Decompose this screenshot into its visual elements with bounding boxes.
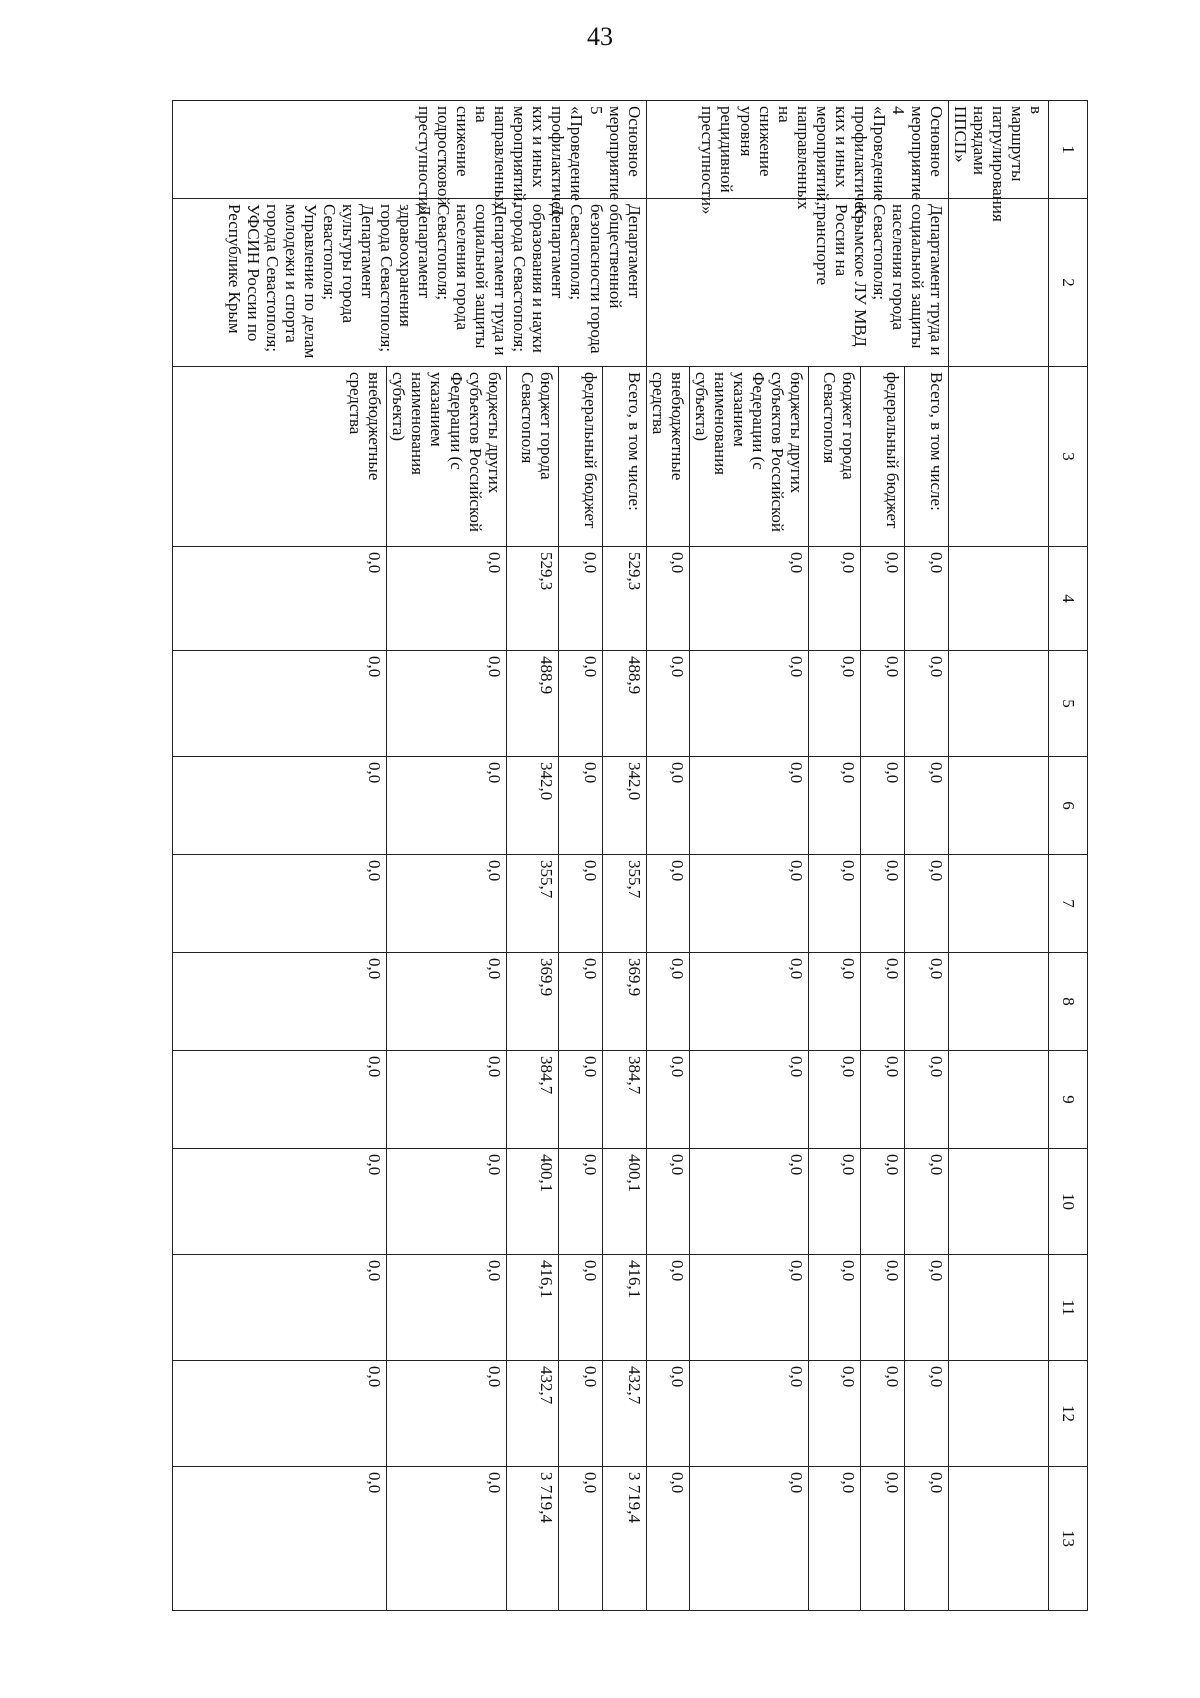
value-cell: 384,7 [602, 1051, 646, 1149]
value-cell: 0,0 [558, 1255, 602, 1361]
value-cell: 0,0 [387, 1467, 506, 1611]
value-cell: 0,0 [689, 855, 808, 953]
funding-source-cell: бюджет города Севастополя [506, 367, 558, 547]
value-cell: 0,0 [860, 1467, 904, 1611]
funding-source-cell: внебюджетные средства [646, 367, 689, 547]
value-cell: 0,0 [860, 1255, 904, 1361]
value-cell: 0,0 [860, 953, 904, 1051]
value-cell: 0,0 [808, 1255, 860, 1361]
value-cell: 0,0 [808, 1467, 860, 1611]
value-cell: 0,0 [904, 1149, 948, 1255]
group-4 [646, 101, 948, 1611]
page-number: 43 [587, 22, 613, 51]
value-cell: 0,0 [558, 1361, 602, 1467]
value-cell: 0,0 [173, 651, 387, 757]
value-cell: 488,9 [602, 651, 646, 757]
value-cell: 0,0 [860, 757, 904, 855]
value-cell: 0,0 [904, 1467, 948, 1611]
value-cell: 0,0 [646, 953, 689, 1051]
funding-source-cell: федеральный бюджет [558, 367, 602, 547]
value-cell: 0,0 [689, 547, 808, 651]
value-cell: 369,9 [506, 953, 558, 1051]
value-cell: 0,0 [904, 953, 948, 1051]
value-cell: 0,0 [860, 547, 904, 651]
value-cell: 384,7 [506, 1051, 558, 1149]
value-cell: 416,1 [506, 1255, 558, 1361]
value-cell: 0,0 [904, 757, 948, 855]
value-cell: 0,0 [689, 1255, 808, 1361]
value-cell: 0,0 [689, 651, 808, 757]
value-cell: 0,0 [173, 757, 387, 855]
value-cell: 400,1 [602, 1149, 646, 1255]
funding-source-cell: федеральный бюджет [860, 367, 904, 547]
value-cell: 0,0 [904, 547, 948, 651]
funding-source-cell: бюджеты других субъектов Российской Федерации (с указанием наименования субъекта) [689, 367, 808, 547]
value-cell: 0,0 [860, 1051, 904, 1149]
budget-table [172, 100, 1088, 1611]
value-cell: 0,0 [808, 651, 860, 757]
value-cell: 0,0 [860, 651, 904, 757]
value-cell: 0,0 [904, 1051, 948, 1149]
value-cell: 0,0 [558, 855, 602, 953]
value-cell: 0,0 [860, 1361, 904, 1467]
value-cell: 0,0 [558, 1051, 602, 1149]
value-cell: 0,0 [689, 1467, 808, 1611]
col-header: 12 [1049, 1361, 1088, 1467]
funding-source-cell: внебюджетные средства [173, 367, 387, 547]
value-cell: 0,0 [173, 1467, 387, 1611]
value-cell: 0,0 [387, 757, 506, 855]
col-header: 5 [1049, 651, 1088, 757]
value-cell: 0,0 [646, 757, 689, 855]
value-cell: 0,0 [689, 1149, 808, 1255]
value-cell: 0,0 [689, 953, 808, 1051]
table-row [904, 101, 948, 1611]
col-header: 2 [1049, 199, 1088, 367]
value-cell: 0,0 [860, 1149, 904, 1255]
value-cell: 0,0 [387, 855, 506, 953]
table-row [602, 101, 646, 1611]
col-header: 3 [1049, 367, 1088, 547]
value-cell: 0,0 [387, 1361, 506, 1467]
activity-cell: Основное мероприятие 5 «Проведение профилактичес-ких и иных мероприятий, направленных на снижение подростковой преступности» [173, 101, 646, 199]
value-cell: 0,0 [808, 547, 860, 651]
value-cell: 0,0 [173, 1361, 387, 1467]
value-cell: 355,7 [602, 855, 646, 953]
value-cell: 0,0 [387, 651, 506, 757]
value-cell: 0,0 [904, 1361, 948, 1467]
value-cell: 0,0 [558, 1467, 602, 1611]
value-cell: 529,3 [506, 547, 558, 651]
value-cell: 0,0 [860, 855, 904, 953]
value-cell: 0,0 [904, 651, 948, 757]
value-cell: 0,0 [904, 855, 948, 953]
value-cell: 0,0 [387, 1255, 506, 1361]
value-cell: 0,0 [646, 1149, 689, 1255]
value-cell: 3 719,4 [602, 1467, 646, 1611]
value-cell: 0,0 [558, 1149, 602, 1255]
value-cell: 0,0 [387, 547, 506, 651]
value-cell: 0,0 [904, 1255, 948, 1361]
col-header: 4 [1049, 547, 1088, 651]
value-cell: 0,0 [173, 547, 387, 651]
value-cell: 0,0 [689, 1361, 808, 1467]
value-cell: 432,7 [506, 1361, 558, 1467]
value-cell: 0,0 [646, 1361, 689, 1467]
value-cell: 0,0 [387, 1051, 506, 1149]
value-cell: 0,0 [173, 1051, 387, 1149]
col-header: 8 [1049, 953, 1088, 1051]
executor-cell: Департамент труда и социальной защиты населения города Севастополя; Крымское ЛУ МВД России на транспорте [646, 199, 948, 367]
value-cell: 0,0 [689, 757, 808, 855]
executor-cell: Департамент общественной безопасности города Севастополя; Департамент образования и науки города Севастополя; Департамент труда и социальной защиты населения города Севастополя; Департамент здравоохранения города Севастополя; Департамент культуры города Севастополя; Управление по делам молодежи и спорта города Севастополя; УФСИН России по Республике Крым [173, 199, 646, 367]
value-cell: 0,0 [808, 1051, 860, 1149]
col-header: 1 [1049, 101, 1088, 199]
value-cell: 0,0 [646, 855, 689, 953]
rotated-table-wrapper [220, 100, 1088, 1610]
value-cell: 0,0 [646, 1051, 689, 1149]
value-cell: 0,0 [173, 1149, 387, 1255]
value-cell: 355,7 [506, 855, 558, 953]
value-cell: 0,0 [808, 855, 860, 953]
value-cell: 369,9 [602, 953, 646, 1051]
value-cell: 0,0 [558, 651, 602, 757]
funding-source-cell: бюджеты других субъектов Российской Федерации (с указанием наименования субъекта) [387, 367, 506, 547]
col-header: 7 [1049, 855, 1088, 953]
funding-source-cell: бюджет города Севастополя [808, 367, 860, 547]
col-header: 10 [1049, 1149, 1088, 1255]
funding-source-cell: Всего, в том числе: [904, 367, 948, 547]
activity-cell: в маршруты патрулирования нарядами ППСП» [948, 101, 1048, 199]
value-cell: 342,0 [602, 757, 646, 855]
value-cell: 0,0 [646, 651, 689, 757]
value-cell: 0,0 [646, 547, 689, 651]
value-cell: 416,1 [602, 1255, 646, 1361]
value-cell: 0,0 [808, 953, 860, 1051]
continuation-row [948, 101, 1048, 1611]
col-header: 13 [1049, 1467, 1088, 1611]
value-cell: 0,0 [689, 1051, 808, 1149]
value-cell: 0,0 [808, 1361, 860, 1467]
value-cell: 0,0 [558, 953, 602, 1051]
activity-cell: Основное мероприятие 4 «Проведение профилактичес-ких и иных мероприятий, направленных на снижение уровня рецидивной преступности» [646, 101, 948, 199]
value-cell: 432,7 [602, 1361, 646, 1467]
funding-source-cell: Всего, в том числе: [602, 367, 646, 547]
value-cell: 0,0 [387, 1149, 506, 1255]
value-cell: 0,0 [173, 953, 387, 1051]
col-header: 9 [1049, 1051, 1088, 1149]
value-cell: 0,0 [646, 1255, 689, 1361]
value-cell: 342,0 [506, 757, 558, 855]
value-cell: 0,0 [808, 757, 860, 855]
value-cell: 488,9 [506, 651, 558, 757]
value-cell: 400,1 [506, 1149, 558, 1255]
col-header: 11 [1049, 1255, 1088, 1361]
value-cell: 529,3 [602, 547, 646, 651]
value-cell: 0,0 [173, 1255, 387, 1361]
value-cell: 0,0 [558, 547, 602, 651]
header-row [1049, 101, 1088, 1611]
value-cell: 0,0 [646, 1467, 689, 1611]
group-5 [173, 101, 646, 1611]
value-cell: 0,0 [808, 1149, 860, 1255]
value-cell: 0,0 [558, 757, 602, 855]
value-cell: 0,0 [173, 855, 387, 953]
value-cell: 3 719,4 [506, 1467, 558, 1611]
value-cell: 0,0 [387, 953, 506, 1051]
col-header: 6 [1049, 757, 1088, 855]
